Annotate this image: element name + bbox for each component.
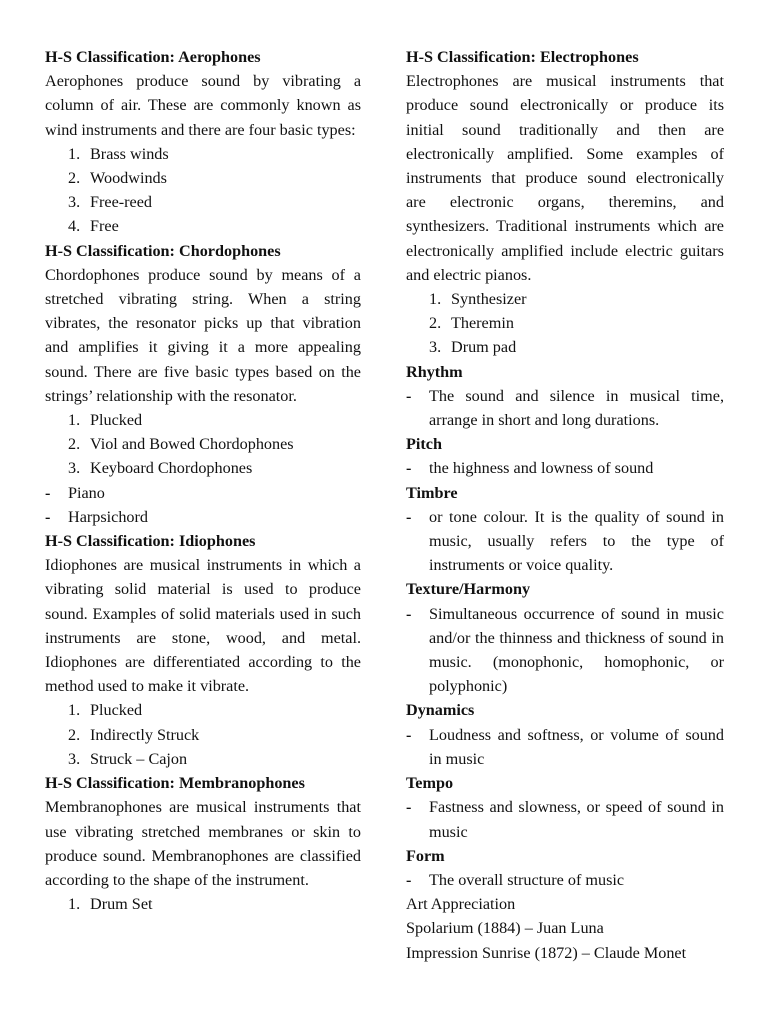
numbered-list [45, 408, 361, 481]
list-item: 3. Keyboard Chordophones [68, 459, 253, 478]
electrophones-section [406, 45, 724, 360]
list-item: - Piano [45, 483, 105, 502]
list-item: 1. Plucked [68, 411, 143, 430]
element-heading: Pitch [406, 435, 442, 454]
list-item: 1. Synthesizer [429, 290, 527, 309]
section-text: Membranophones are musical instruments that use vibrating stretched membranes or skin to produce sound. Membranophones are classified according to the shape of the instrument. [45, 798, 361, 889]
list-item: 2. Theremin [429, 314, 514, 333]
list-item: 4. Free [68, 217, 119, 236]
dash-list [406, 795, 724, 843]
element-heading: Rhythm [406, 362, 463, 381]
list-item: - the highness and lowness of sound [406, 459, 654, 478]
idiophones-section [45, 529, 361, 771]
element-heading: Form [406, 846, 445, 865]
membranophones-section [45, 771, 361, 916]
left-column [45, 45, 361, 916]
timbre-section [406, 481, 724, 578]
numbered-list [45, 142, 361, 239]
section-text: Chordophones produce sound by means of a stretched vibrating string. When a string vibrates, the resonator picks up that vibration and amplifies it giving it a more appealing sound. There are five basic types based on the strings’ relationship with the resonator. [45, 265, 361, 405]
right-column [406, 45, 724, 965]
list-item: - The sound and silence in musical time, arrange in short and long durations. [406, 386, 724, 430]
numbered-list [45, 892, 361, 916]
tempo-section [406, 771, 724, 844]
section-heading: H-S Classification: Membranophones [45, 774, 305, 793]
section-heading: H-S Classification: Electrophones [406, 48, 639, 66]
list-item: 1. Brass winds [68, 144, 169, 163]
section-heading: H-S Classification: Idiophones [45, 532, 256, 551]
dash-list [406, 868, 724, 892]
rhythm-section [406, 360, 724, 433]
element-heading: Timbre [406, 483, 458, 502]
list-item: - Loudness and softness, or volume of sound in music [406, 725, 724, 768]
list-item: 3. Drum pad [429, 338, 517, 357]
form-section [406, 844, 724, 892]
artwork-line: Spolarium (1884) – Juan Luna [406, 919, 604, 938]
section-text: Electrophones are musical instruments that produce sound electronically or produce its initial sound traditionally and then are electronically amplified. Some examples of instruments that produce sound electronically are electronic organs, theremins, and synthesizers. Traditional instruments which are electronically amplified include electric guitars and electric pianos. [406, 72, 724, 284]
element-heading: Texture/Harmony [406, 580, 531, 599]
dash-list [406, 505, 724, 578]
element-heading: Dynamics [406, 701, 475, 720]
list-item: 1. Plucked [68, 701, 143, 720]
dash-list [406, 456, 724, 480]
list-item: 3. Struck – Cajon [68, 749, 188, 768]
chordophones-section [45, 239, 361, 529]
dash-list [406, 602, 724, 699]
list-item: - Fastness and slowness, or speed of sound in music [406, 798, 724, 841]
art-heading: Art Appreciation [406, 895, 516, 914]
artwork-line: Impression Sunrise (1872) – Claude Monet [406, 943, 687, 962]
art-appreciation-section [406, 892, 724, 965]
list-item: 2. Woodwinds [68, 169, 167, 188]
dynamics-section [406, 698, 724, 771]
list-item: - Simultaneous occurrence of sound in music and/or the thinness and thickness of sound in music. (monophonic, homophonic, or polyphonic) [406, 604, 724, 696]
dash-list [45, 481, 361, 529]
section-heading: H-S Classification: Chordophones [45, 241, 281, 260]
list-item: - Harpsichord [45, 507, 149, 526]
list-item: 3. Free-reed [68, 193, 153, 212]
list-item: - The overall structure of music [406, 870, 625, 889]
element-heading: Tempo [406, 774, 454, 793]
section-text: Aerophones produce sound by vibrating a column of air. These are commonly known as wind instruments and there are four basic types: [45, 72, 361, 139]
section-heading: H-S Classification: Aerophones [45, 48, 261, 66]
section-text: Idiophones are musical instruments in which a vibrating solid material is used to produce sound. Examples of solid materials used in such instruments are stone, wood, and metal. Idiophones are differentiated according to the method used to make it vibrate. [45, 556, 361, 696]
list-item: 2. Viol and Bowed Chordophones [68, 435, 294, 454]
list-item: - or tone colour. It is the quality of sound in music, usually refers to the type of instruments or voice quality. [406, 507, 724, 575]
aerophones-section [45, 45, 361, 239]
list-item: 2. Indirectly Struck [68, 725, 200, 744]
numbered-list [45, 698, 361, 771]
dash-list [406, 723, 724, 771]
pitch-section [406, 432, 724, 480]
numbered-list [406, 287, 724, 360]
texture-harmony-section [406, 577, 724, 698]
dash-list [406, 384, 724, 432]
list-item: 1. Drum Set [68, 895, 153, 914]
